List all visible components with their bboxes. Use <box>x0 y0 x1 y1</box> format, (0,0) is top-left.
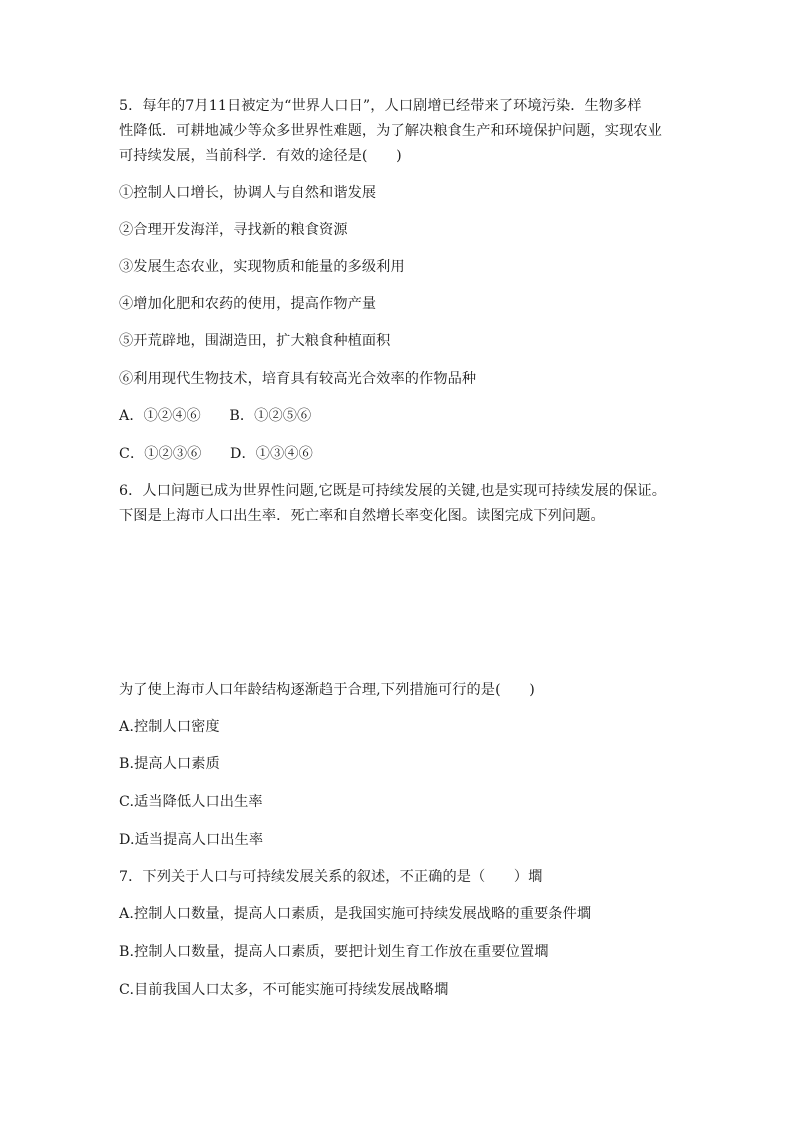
q7-stem: 7．下列关于人口与可持续发展关系的叙述，不正确的是（ ）壛 <box>119 869 543 885</box>
q5-item-3: ③发展生态农业，实现物质和能量的多级利用 <box>119 259 405 275</box>
q6-stem-line-2: 下图是上海市人口出生率．死亡率和自然增长率变化图。读图完成下列问题。 <box>119 508 605 524</box>
q6-option-b: B.提高人口素质 <box>119 756 220 772</box>
q5-stem-line-1: 5．每年的7月11日被定为“世界人口日”，人口剧增已经带来了环境污染．生物多样 <box>119 98 642 114</box>
q5-item-4: ④增加化肥和农药的使用，提高作物产量 <box>119 296 377 312</box>
q5-item-5: ⑤开荒辟地，围湖造田，扩大粮食种植面积 <box>119 333 391 349</box>
q5-stem-line-2: 性降低．可耕地减少等众多世界性难题，为了解决粮食生产和环境保护问题，实现农业 <box>119 123 662 139</box>
q5-item-1: ①控制人口增长，协调人与自然和谐发展 <box>119 185 377 201</box>
q5-options-row-2: C．①②③⑥ D．①③④⑥ <box>119 446 313 462</box>
q5-item-2: ②合理开发海洋，寻找新的粮食资源 <box>119 222 348 238</box>
q7-option-b: B.控制人口数量，提高人口素质，要把计划生育工作放在重要位置壛 <box>119 944 549 960</box>
q6-option-c: C.适当降低人口出生率 <box>119 794 263 810</box>
q6-stem-line-1: 6．人口问题已成为世界性问题,它既是可持续发展的关键,也是实现可持续发展的保证。 <box>119 483 666 499</box>
q5-stem-line-3: 可持续发展，当前科学．有效的途径是( ) <box>119 148 402 164</box>
q6-option-a: A.控制人口密度 <box>119 719 220 735</box>
q7-option-a: A.控制人口数量，提高人口素质，是我国实施可持续发展战略的重要条件壛 <box>119 906 592 922</box>
q6-figure-placeholder <box>119 538 679 668</box>
q6-option-d: D.适当提高人口出生率 <box>119 832 264 848</box>
q5-options-row-1: A．①②④⑥ B．①②⑤⑥ <box>119 408 312 424</box>
q5-item-6: ⑥利用现代生物技术，培育具有较高光合效率的作物品种 <box>119 371 477 387</box>
q7-option-c: C.目前我国人口太多，不可能实施可持续发展战略壛 <box>119 982 449 998</box>
q6-sub-question: 为了使上海市人口年龄结构逐渐趋于合理,下列措施可行的是( ) <box>119 682 535 698</box>
